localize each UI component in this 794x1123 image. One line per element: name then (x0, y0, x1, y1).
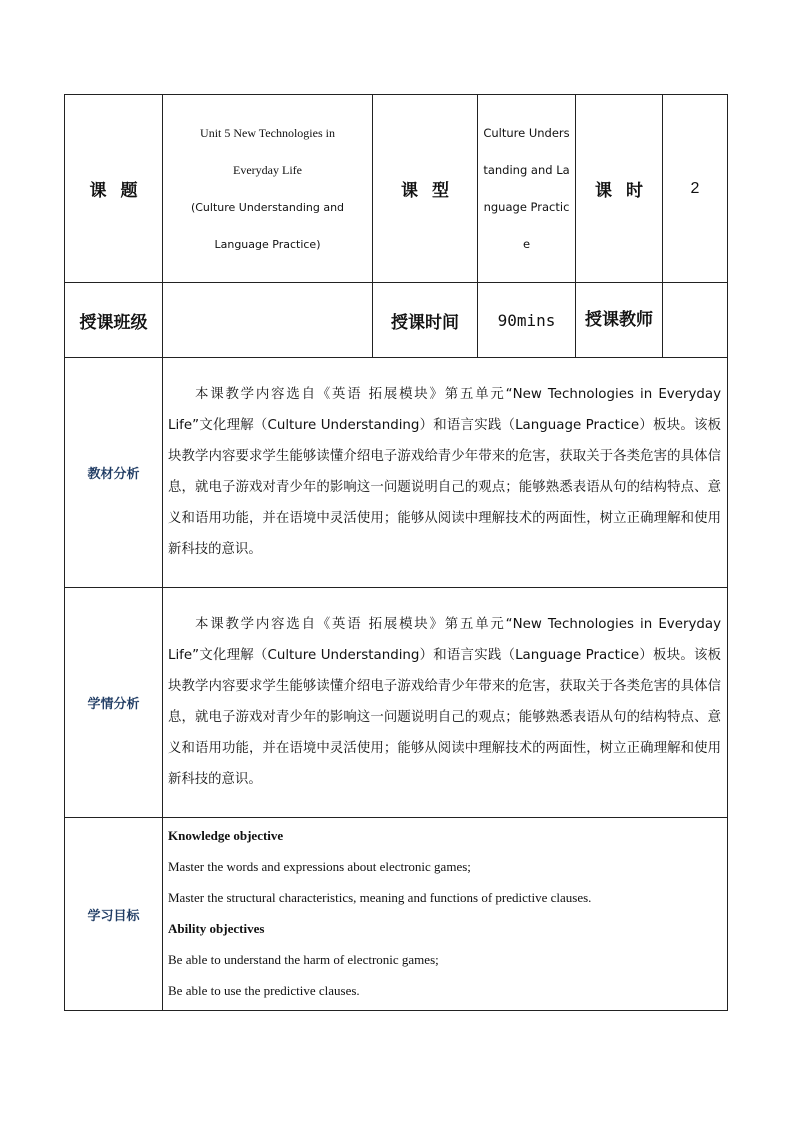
topic-line: Everyday Life (233, 162, 302, 177)
time-value: 90mins (478, 283, 576, 358)
class-label: 授课班级 (65, 283, 163, 358)
knowledge-heading: Knowledge objective (168, 828, 284, 843)
topic-line: (Culture Understanding and (190, 200, 345, 214)
time-label: 授课时间 (373, 283, 478, 358)
topic-line: Unit 5 New Technologies in (200, 125, 335, 140)
material-analysis-row (65, 358, 728, 588)
lesson-plan-table (64, 94, 728, 1011)
teacher-value (663, 283, 728, 358)
topic-line: Language Practice) (214, 237, 321, 251)
material-analysis-text (163, 358, 728, 588)
teacher-label: 授课教师 (576, 283, 663, 358)
hours-label: 课时 (576, 95, 663, 283)
topic-label: 课题 (65, 95, 163, 283)
class-value (163, 283, 373, 358)
ability-item: Be able to use the predictive clauses. (168, 983, 360, 998)
topic-value (163, 95, 373, 283)
header-row (65, 95, 728, 283)
objectives-label: 学习目标 (65, 818, 163, 1011)
knowledge-item: Master the words and expressions about electronic games; (168, 859, 471, 874)
objectives-content (163, 818, 728, 1011)
class-time-row (65, 283, 728, 358)
material-analysis-label: 教材分析 (65, 358, 163, 588)
type-value: Culture Understanding and Language Practice (478, 95, 576, 283)
type-label: 课型 (373, 95, 478, 283)
material-analysis-paragraph: 本课教学内容选自《英语 拓展模块》第五单元“New Technologies in Everyday Life”文化理解（Culture Understanding）和语言实践（Language Practice）板块。该板块教学内容要求学生能够读懂介绍电子游戏给青少年带来的危害，获取关于各类危害的具体信息，就电子游戏对青少年的影响这一问题说明自己的观点；能够熟悉表语从句的结构特点、意义和语用功能，并在语境中灵活使用；能够从阅读中理解技术的两面性，树立正确理解和使用新科技的意识。 (168, 386, 721, 557)
learner-analysis-paragraph: 本课教学内容选自《英语 拓展模块》第五单元“New Technologies in Everyday Life”文化理解（Culture Understanding）和语言实践（Language Practice）板块。该板块教学内容要求学生能够读懂介绍电子游戏给青少年带来的危害，获取关于各类危害的具体信息，就电子游戏对青少年的影响这一问题说明自己的观点；能够熟悉表语从句的结构特点、意义和语用功能，并在语境中灵活使用；能够从阅读中理解技术的两面性，树立正确理解和使用新科技的意识。 (168, 616, 721, 787)
objectives-row (65, 818, 728, 1011)
learner-analysis-label: 学情分析 (65, 588, 163, 818)
knowledge-item: Master the structural characteristics, meaning and functions of predictive clauses. (168, 890, 592, 905)
hours-value: 2 (663, 95, 728, 283)
ability-heading: Ability objectives (168, 921, 265, 936)
ability-item: Be able to understand the harm of electronic games; (168, 952, 439, 967)
learner-analysis-text (163, 588, 728, 818)
learner-analysis-row (65, 588, 728, 818)
